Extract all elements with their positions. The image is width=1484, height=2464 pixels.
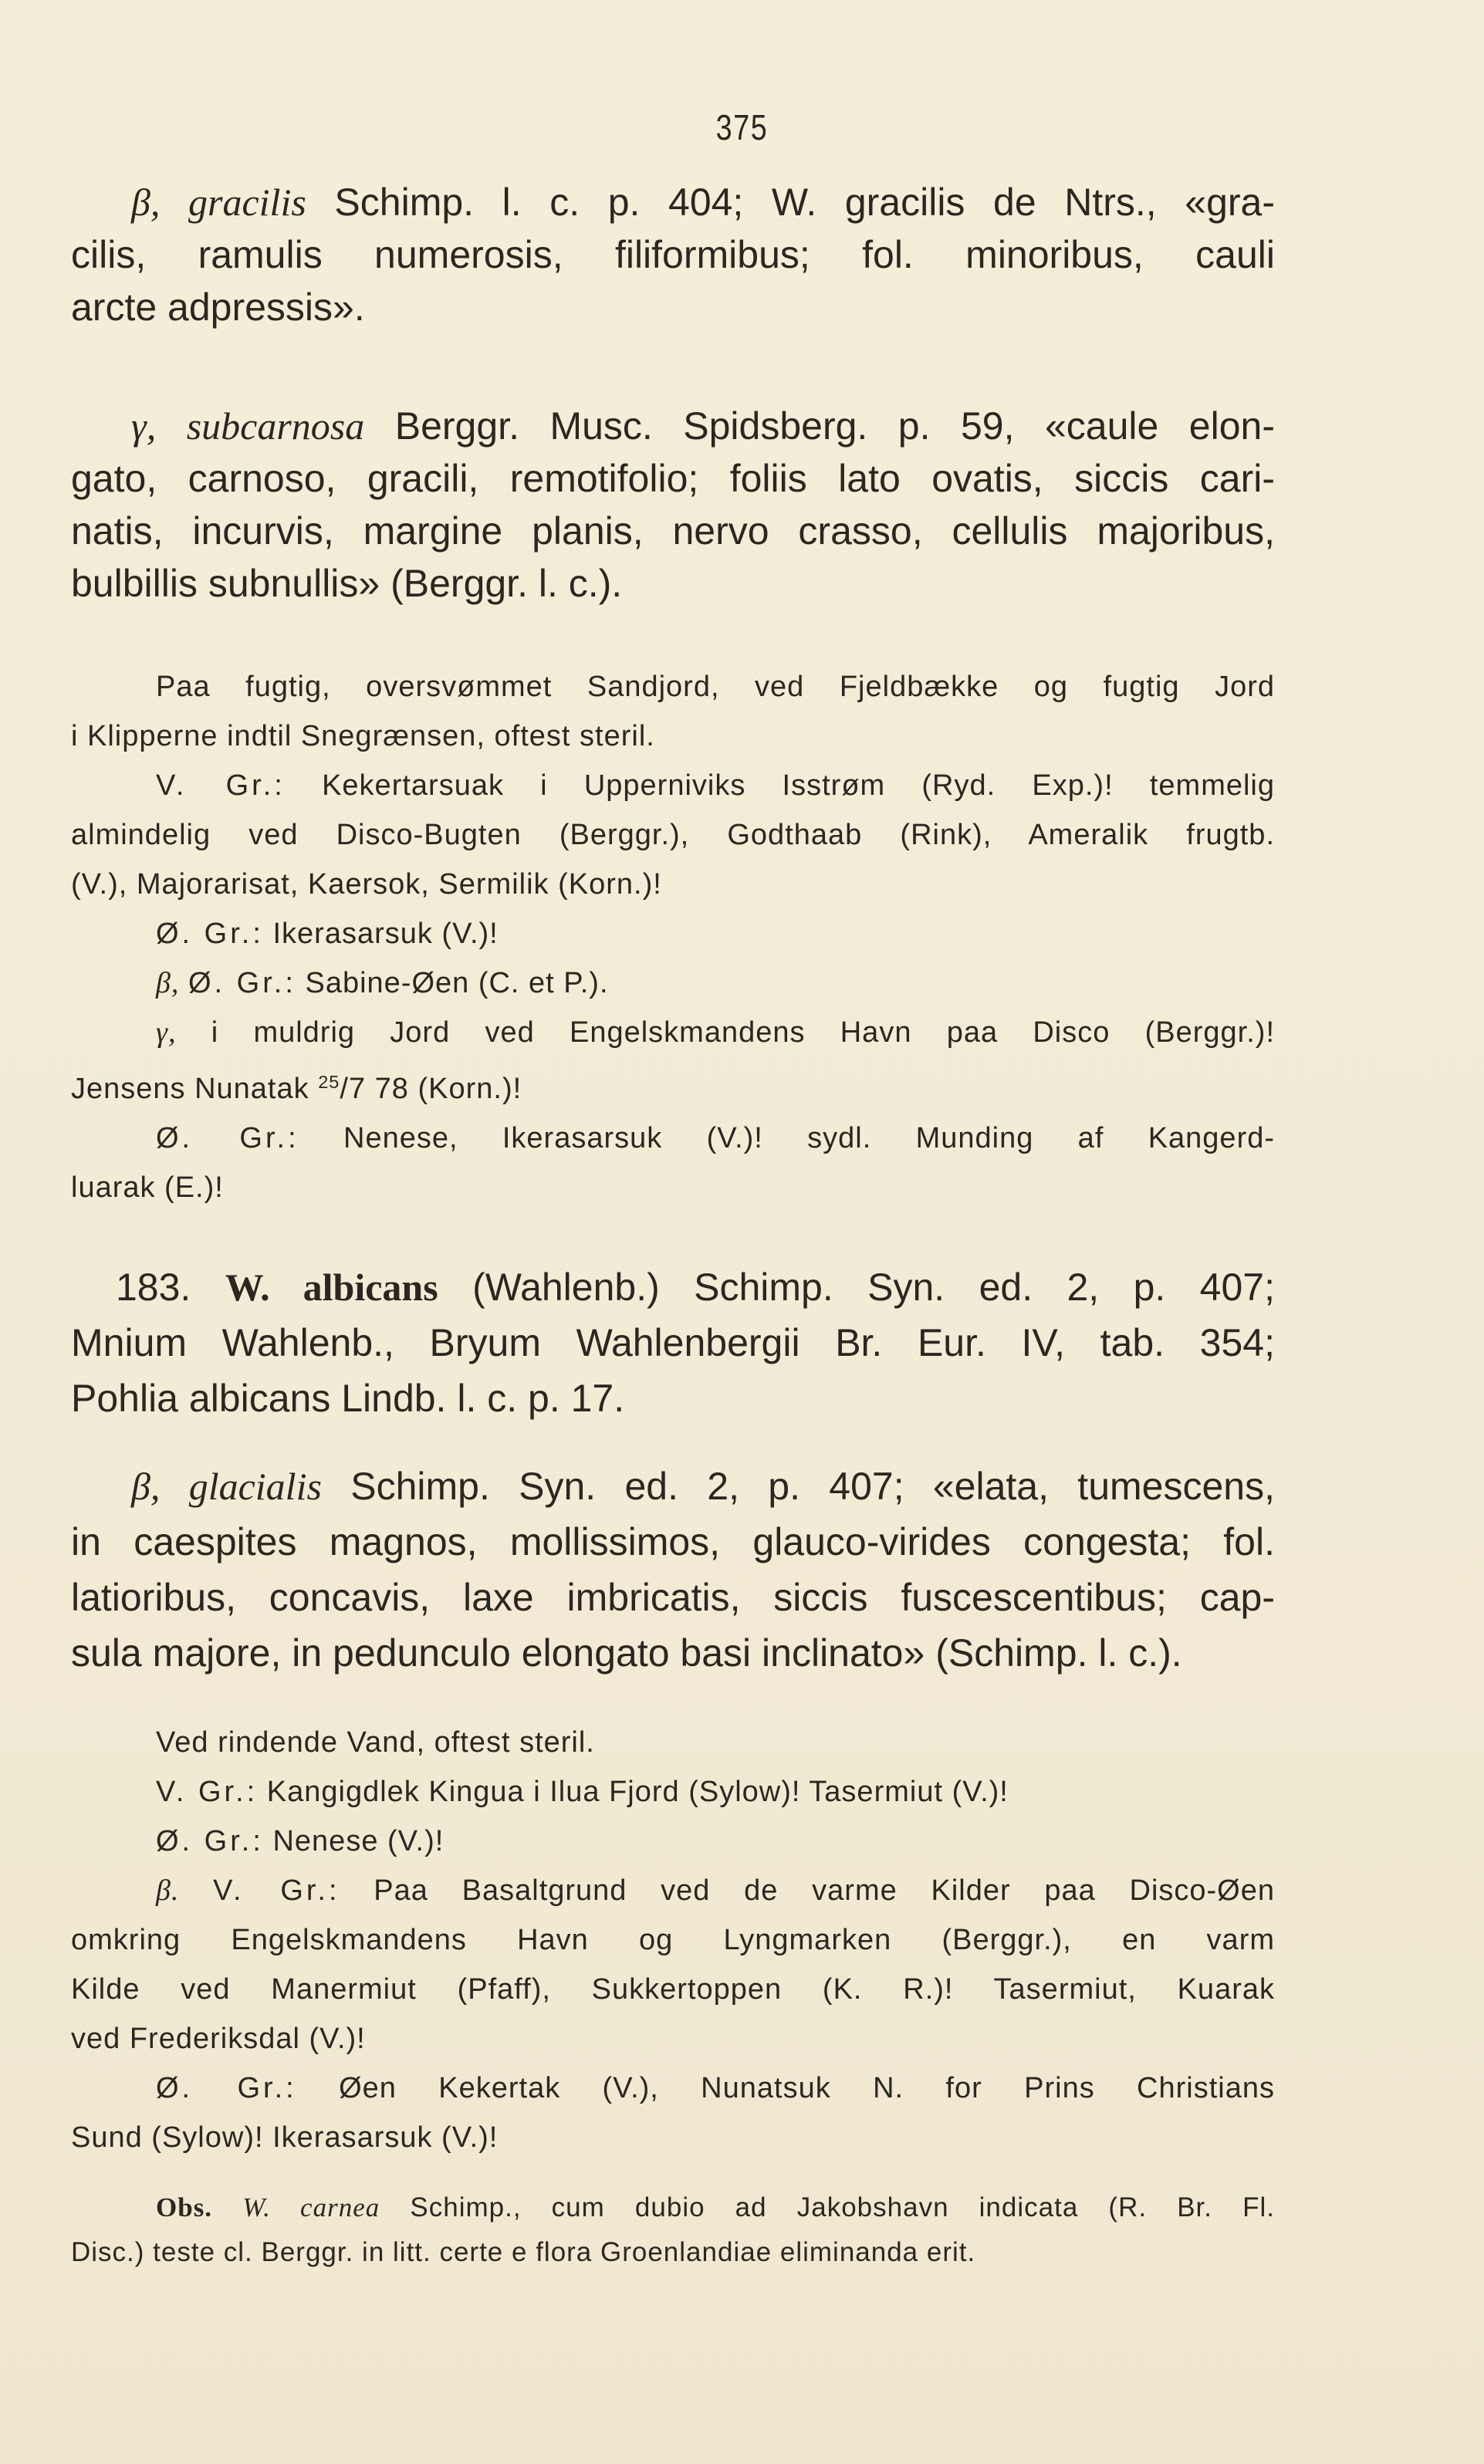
date-superscript: 25 <box>318 1072 340 1092</box>
text-line: latioribus, concavis, laxe imbricatis, siccis fuscescentibus; cap- <box>71 1576 1275 1619</box>
text-line: bulbillis subnullis» (Berggr. l. c.). <box>71 562 623 605</box>
text-line: V. Gr.: Kangigdlek Kingua i Ilua Fjord (Sylow)! Tasermiut (V.)! <box>156 1776 1009 1808</box>
variety-mark: β, <box>131 1465 161 1508</box>
region-label: V. Gr.: <box>156 769 286 802</box>
obs-label: Obs. <box>156 2192 213 2222</box>
text-line: ved Frederiksdal (V.)! <box>71 2023 366 2055</box>
text-line: gato, carnoso, gracili, remotifolio; foliis lato ovatis, siccis cari- <box>71 457 1275 500</box>
variety-name: gracilis <box>188 181 306 224</box>
text-line: β, gracilis Schimp. l. c. p. 404; W. gracilis de Ntrs., «gra- <box>131 181 1275 224</box>
region-label: Ø. Gr.: <box>156 918 264 950</box>
text-line: Kilde ved Manermiut (Pfaff), Sukkertoppen (K. R.)! Tasermiut, Kuarak <box>71 1973 1275 2006</box>
text-line: β. V. Gr.: Paa Basaltgrund ved de varme Kilder paa Disco-Øen <box>156 1874 1276 1907</box>
species-183-paragraph <box>71 1259 1275 1426</box>
species-name: W. carnea <box>242 2192 380 2222</box>
text-line: in caespites magnos, mollissimos, glauco-virides congesta; fol. <box>71 1520 1275 1563</box>
variety-mark: β, <box>131 181 161 224</box>
text-line: γ, subcarnosa Berggr. Musc. Spidsberg. p. 59, «caule elon- <box>131 404 1275 448</box>
species-number: 183. <box>116 1266 191 1309</box>
region-label: Ø. Gr.: <box>188 967 296 999</box>
text-line: (V.), Majorarisat, Kaersok, Sermilik (Korn.)! <box>71 868 662 901</box>
text-line: Ø. Gr.: Nenese (V.)! <box>156 1825 445 1857</box>
text-line: γ, i muldrig Jord ved Engelskmandens Havn paa Disco (Berggr.)! <box>156 1016 1276 1049</box>
text-line: almindelig ved Disco-Bugten (Berggr.), Godthaab (Rink), Ameralik frugtb. <box>71 819 1275 851</box>
text-line: Ø. Gr.: Øen Kekertak (V.), Nunatsuk N. for Prins Christians <box>156 2072 1275 2104</box>
text-line: i Klipperne indtil Snegrænsen, oftest steril. <box>71 720 655 752</box>
text-line: Ø. Gr.: Nenese, Ikerasarsuk (V.)! sydl. Munding af Kangerd- <box>156 1121 1276 1154</box>
text-line: natis, incurvis, margine planis, nervo crasso, cellulis majoribus, <box>71 509 1275 553</box>
text-line: omkring Engelskmandens Havn og Lyngmarken (Berggr.), en varm <box>71 1924 1275 1956</box>
variety-name: subcarnosa <box>186 404 365 448</box>
text-line: Paa fugtig, oversvømmet Sandjord, ved Fjeldbække og fugtig Jord <box>156 671 1275 703</box>
text-line: Disc.) teste cl. Berggr. in litt. certe e flora Groenlandiae eliminanda erit. <box>71 2237 976 2267</box>
region-label: V. Gr.: <box>156 1776 259 1808</box>
text-line: V. Gr.: Kekertarsuak i Upperniviks Isstrøm (Ryd. Exp.)! temmelig <box>156 769 1276 802</box>
text-line: luarak (E.)! <box>71 1171 224 1204</box>
species-183-localities <box>71 1718 1275 2162</box>
text-line: Ø. Gr.: Ikerasarsuk (V.)! <box>156 918 499 950</box>
region-label: V. Gr.: <box>213 1874 340 1907</box>
text-line: β, Ø. Gr.: Sabine-Øen (C. et P.). <box>156 967 609 999</box>
page-number: 375 <box>715 107 769 147</box>
text-line: β, glacialis Schimp. Syn. ed. 2, p. 407; «elata, tumescens, <box>131 1465 1275 1508</box>
text-line: sula majore, in pedunculo elongato basi inclinato» (Schimp. l. c.). <box>71 1631 1182 1675</box>
text-line: cilis, ramulis numerosis, filiformibus; fol. minoribus, cauli <box>71 233 1275 276</box>
region-label: Ø. Gr.: <box>156 2072 297 2104</box>
glacialis-paragraph <box>71 1458 1275 1681</box>
subcarnosa-paragraph <box>71 400 1275 610</box>
text-line: Sund (Sylow)! Ikerasarsuk (V.)! <box>71 2121 499 2154</box>
gracilis-paragraph <box>71 176 1275 333</box>
region-label: Ø. Gr.: <box>156 1825 264 1857</box>
text-line: Jensens Nunatak $^{25}$/7 78 (Korn.)! <box>71 1072 522 1105</box>
variety-mark: γ, <box>156 1016 177 1049</box>
variety-mark: β. <box>156 1874 180 1907</box>
region-label: Ø. Gr.: <box>156 1121 299 1154</box>
text-line: Ved rindende Vand, oftest steril. <box>156 1726 595 1759</box>
text-line: arcte adpressis». <box>71 286 365 329</box>
text-line: Mnium Wahlenb., Bryum Wahlenbergii Br. Eur. IV, tab. 354; <box>71 1321 1275 1364</box>
variety-name: glacialis <box>188 1465 322 1508</box>
habitat-block <box>71 662 1275 1212</box>
text-line: Pohlia albicans Lindb. l. c. p. 17. <box>71 1377 625 1420</box>
text-line: 183. W. albicans (Wahlenb.) Schimp. Syn. ed. 2, p. 407; <box>116 1266 1275 1309</box>
variety-mark: γ, <box>131 404 157 448</box>
species-name: W. albicans <box>225 1266 438 1309</box>
variety-mark: β, <box>156 967 180 999</box>
observation-note <box>71 2185 1275 2275</box>
text-line: Obs. W. carnea Schimp., cum dubio ad Jakobshavn indicata (R. Br. Fl. <box>156 2192 1275 2222</box>
